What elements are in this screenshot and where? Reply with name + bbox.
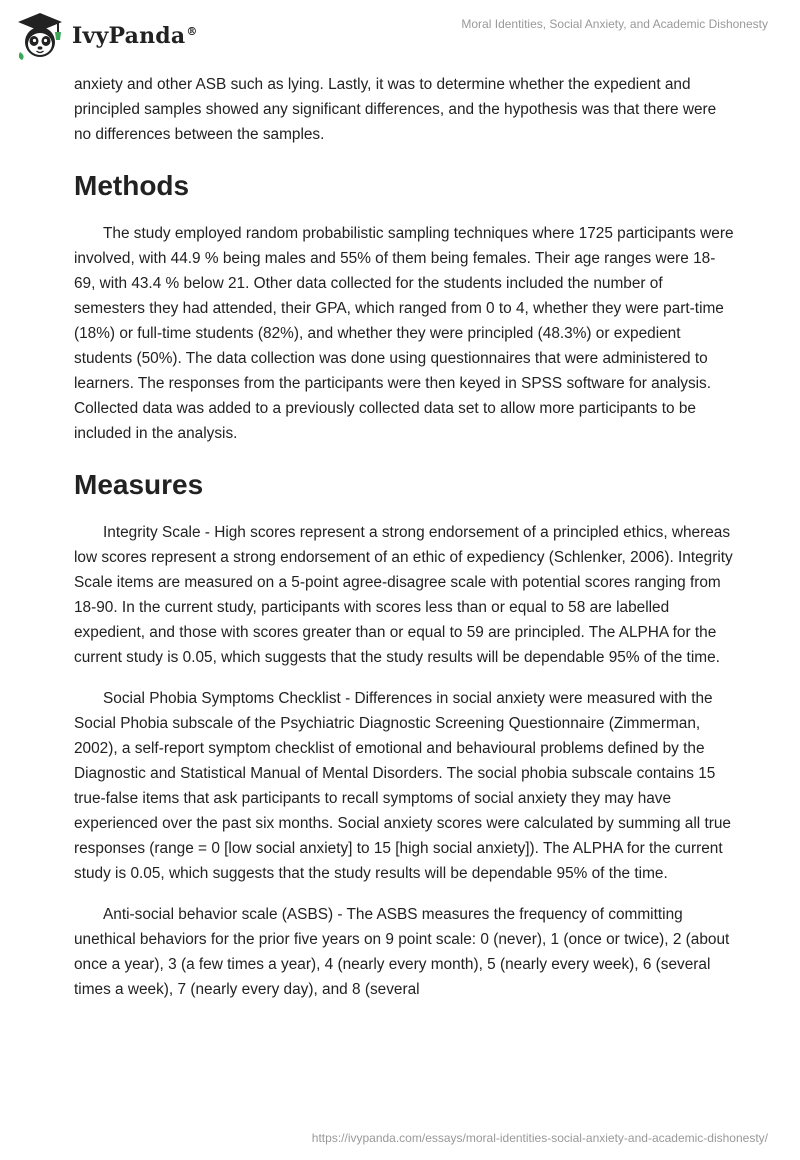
methods-paragraph: The study employed random probabilistic sampling techniques where 1725 participants were involved, with 44.9 % being males and 55% of them being females. Their age ranges were 18-69, with 43.4 % below 21. Other data collected for the students included the number of semesters they had attended, their GPA, which ranged from 0 to 4, whether they were part-time (18%) or full-time students (82%), and whether they were principled (48.3%) or expedient students (50%). The data collection was done using questionnaires that were administered to learners. The responses from the participants were then keyed in SPSS software for analysis. Collected data was added to a previously collected data set to allow more participants to be included in the analysis. [74, 225, 734, 442]
document-title: Moral Identities, Social Anxiety, and Academic Dishonesty [461, 17, 768, 31]
intro-paragraph: anxiety and other ASB such as lying. Lastly, it was to determine whether the expedient and principled samples showed any significant differences, and the hypothesis was that there were no differences between the samples. [74, 76, 717, 143]
social-phobia-paragraph: Social Phobia Symptoms Checklist - Differences in social anxiety were measured with the Social Phobia subscale of the Psychiatric Diagnostic Screening Questionnaire (Zimmerman, 2002), a self-report symptom checklist of emotional and behavioural problems defined by the Diagnostic and Statistical Manual of Mental Disorders. The social phobia subscale contains 15 true-false items that ask participants to recall symptoms of social anxiety they may have experienced over the past six months. Social anxiety scores were calculated by summing all true responses (range = 0 [low social anxiety] to 15 [high social anxiety]). The ALPHA for the current study is 0.05, which suggests that the study results will be dependable 95% of the time. [74, 690, 731, 882]
essay-content [74, 72, 734, 1002]
methods-heading: Methods [74, 170, 190, 201]
source-url[interactable]: https://ivypanda.com/essays/moral-identities-social-anxiety-and-academic-dishonesty/ [311, 1131, 768, 1145]
page-header [0, 0, 800, 70]
logo-text: IvyPanda® [72, 23, 198, 49]
integrity-scale-paragraph: Integrity Scale - High scores represent a strong endorsement of a principled ethics, whereas low scores represent a strong endorsement of an ethic of expediency (Schlenker, 2006). Integrity Scale items are measured on a 5-point agree-disagree scale with potential scores ranging from 18-90. In the current study, participants with scores less than or equal to 58 are labelled expedient, and those with scores greater than or equal to 59 are principled. The ALPHA for the current study is 0.05, which suggests that the study results will be dependable 95% of the time. [74, 524, 733, 666]
measures-heading: Measures [74, 469, 204, 500]
panda-graduate-icon [14, 10, 66, 62]
asbs-paragraph: Anti-social behavior scale (ASBS) - The ASBS measures the frequency of committing unethical behaviors for the prior five years on 9 point scale: 0 (never), 1 (once or twice), 2 (about once a year), 3 (a few times a year), 4 (nearly every month), 5 (nearly every week), 6 (several times a week), 7 (nearly every day), and 8 (several [74, 906, 730, 998]
ivypanda-logo[interactable] [14, 10, 198, 62]
